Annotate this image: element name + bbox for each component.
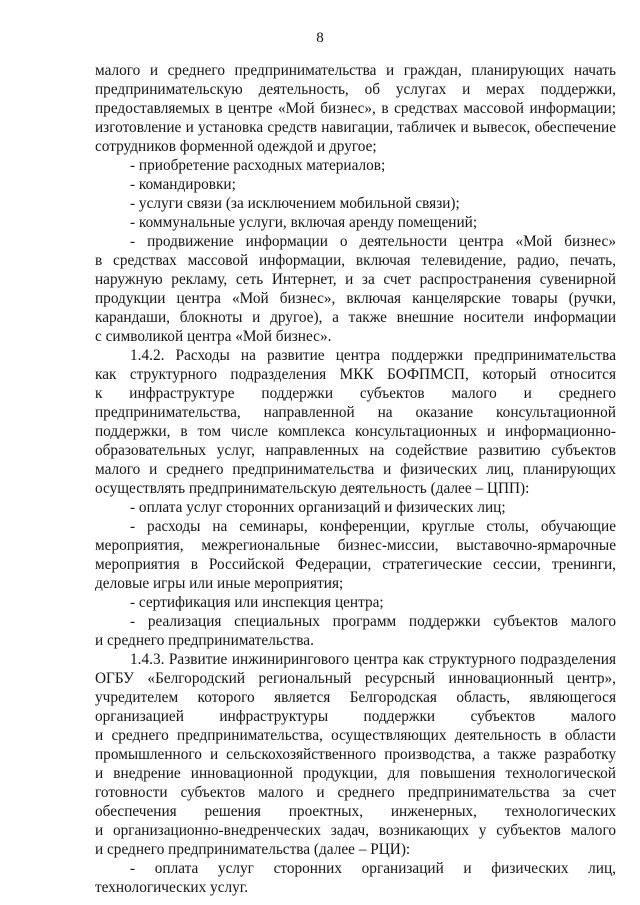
text-line: к инфраструктуре поддержки субъектов малого и среднего — [95, 385, 616, 402]
text-line: с символикой центра «Мой бизнес». — [95, 328, 332, 345]
text-line: и среднего предпринимательства (далее – РЦИ): — [95, 841, 411, 858]
text-line: образовательных услуг, направленных на содействие развитию субъектов — [95, 442, 616, 459]
text-line: сотрудников форменной одеждой и другое; — [95, 138, 377, 155]
text-line: мероприятия в Российской Федерации, стратегические сессии, тренинги, — [95, 556, 616, 573]
text-line: мероприятия, межрегиональные бизнес-миссии, выставочно-ярмарочные — [95, 537, 616, 554]
text-line: карандаши, блокноты и другое), а также внешние носители информации — [95, 309, 616, 326]
text-line: и среднего предпринимательства. — [95, 632, 314, 649]
text-line: как структурного подразделения МКК БОФПМСП, который относится — [95, 366, 616, 383]
page-number: 8 — [316, 30, 324, 46]
text-line: предоставляемых в центре «Мой бизнес», в средствах массовой информации; — [95, 100, 616, 117]
text-line: и внедрение инновационной продукции, для повышения технологической — [95, 765, 616, 782]
text-line: промышленного и сельскохозяйственного производства, а также разработку — [95, 746, 616, 763]
text-line: поддержки, в том числе комплекса консультационных и информационно- — [95, 423, 616, 440]
text-line: - оплата услуг сторонних организаций и физических лиц, — [130, 860, 616, 877]
text-line: малого и среднего предпринимательства и граждан, планирующих начать — [95, 62, 616, 79]
text-line: - услуги связи (за исключением мобильной связи); — [130, 195, 460, 212]
text-line: - продвижение информации о деятельности центра «Мой бизнес» — [130, 233, 616, 250]
text-line: продукции центра «Мой бизнес», включая канцелярские товары (ручки, — [95, 290, 616, 307]
text-line: организацией инфраструктуры поддержки субъектов малого — [95, 708, 616, 725]
text-line: - реализация специальных программ поддержки субъектов малого — [130, 613, 616, 630]
text-line: деловые игры или иные мероприятия; — [95, 575, 344, 592]
text-line: - сертификация или инспекция центра; — [130, 594, 384, 611]
text-line: ОГБУ «Белгородский региональный ресурсный инновационный центр», — [95, 670, 616, 687]
text-line: 1.4.2. Расходы на развитие центра поддержки предпринимательства — [130, 347, 616, 364]
text-line: предпринимательства, направленной на оказание консультационной — [95, 404, 616, 421]
text-line: - коммунальные услуги, включая аренду помещений; — [130, 214, 478, 231]
text-line: 1.4.3. Развитие инжинирингового центра как структурного подразделения — [130, 651, 616, 668]
text-line: и среднего предпринимательства, осуществляющих деятельность в области — [95, 727, 616, 744]
text-line: учредителем которого является Белгородская область, являющегося — [95, 689, 616, 706]
text-line: малого и среднего предпринимательства и физических лиц, планирующих — [95, 461, 616, 478]
text-line: - командировки; — [130, 176, 236, 193]
text-line: обеспечения решения проектных, инженерных, технологических — [95, 803, 616, 820]
text-line: предпринимательскую деятельность, об услугах и мерах поддержки, — [95, 81, 616, 98]
text-line: - оплата услуг сторонних организаций и физических лиц; — [130, 499, 506, 516]
text-line: в средствах массовой информации, включая телевидение, радио, печать, — [95, 252, 616, 269]
text-line: осуществлять предпринимательскую деятельность (далее – ЦПП): — [95, 480, 530, 497]
text-line: наружную рекламу, сеть Интернет, и за счет распространения сувенирной — [95, 271, 616, 288]
text-line: изготовление и установка средств навигации, табличек и вывесок, обеспечение — [95, 119, 616, 136]
text-line: готовности субъектов малого и среднего предпринимательства за счет — [95, 784, 616, 801]
text-line: - расходы на семинары, конференции, круглые столы, обучающие — [130, 518, 616, 535]
text-line: - приобретение расходных материалов; — [130, 157, 386, 174]
text-line: и организационно-внедренческих задач, возникающих у субъектов малого — [95, 822, 616, 839]
text-line: технологических услуг. — [95, 879, 249, 896]
